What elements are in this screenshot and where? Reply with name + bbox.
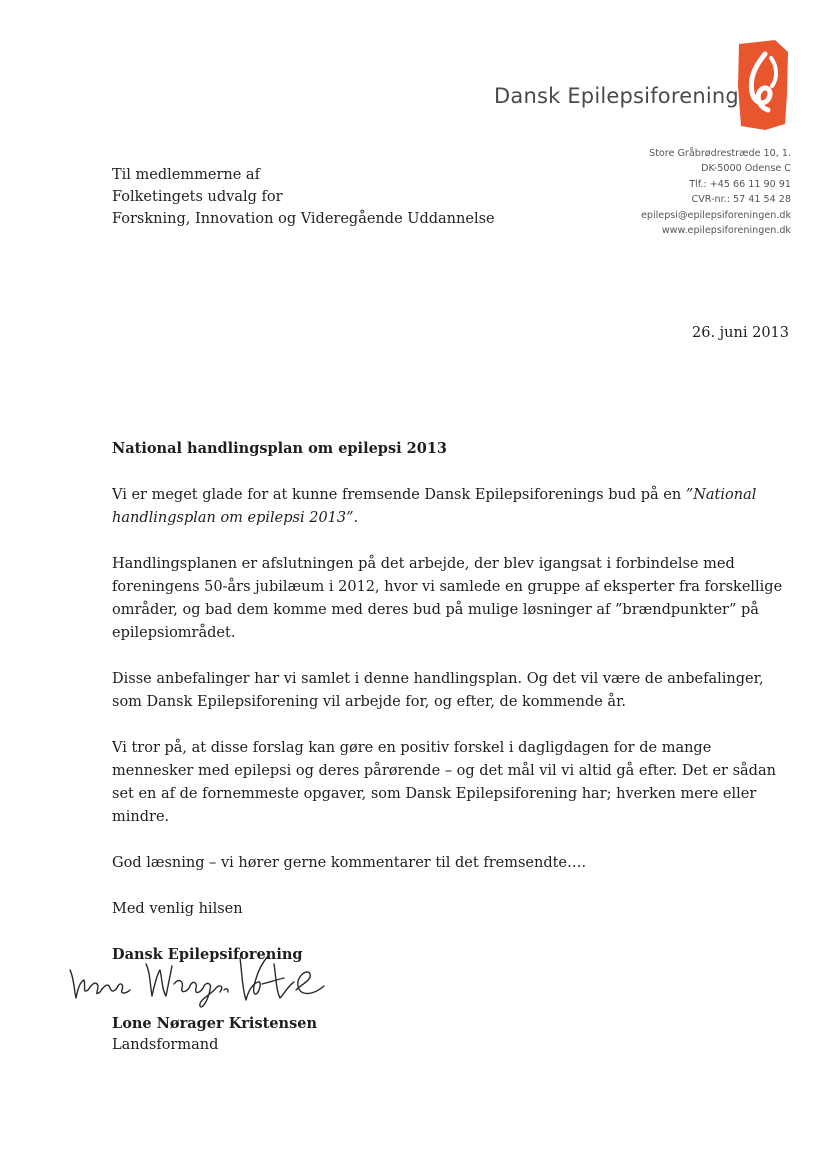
body-paragraph: Disse anbefalinger har vi samlet i denne handlingsplan. Og det vil være de anbefalinger, som Dansk Epilepsiforening vil arbejde for, og efter, de kommende år. — [112, 671, 764, 710]
sender-organization: Dansk Epilepsiforening — [112, 946, 303, 963]
recipient-line: Folketingets udvalg for — [112, 189, 283, 205]
organization-name: Dansk Epilepsiforening — [494, 84, 739, 108]
body-paragraph-lead: Vi er meget glade for at kunne fremsende Dansk Epilepsiforenings bud på en — [112, 487, 686, 503]
letter-subject: National handlingsplan om epilepsi 2013 — [112, 440, 448, 457]
body-paragraph: Vi tror på, at disse forslag kan gøre en positiv forskel i dagligdagen for de mange mennesker med epilepsi og deres pårørende – og det mål vil vi altid gå efter. Det er sådan set en af de fornemmeste opgaver, som Dansk Epilepsiforening har; hverken mere eller mindre. — [112, 740, 776, 825]
contact-website[interactable]: www.epilepsiforeningen.dk — [661, 225, 791, 237]
contact-cvr: CVR-nr.: 57 41 54 28 — [691, 194, 791, 206]
contact-phone: Tlf.: +45 66 11 90 91 — [689, 178, 791, 190]
recipient-line: Til medlemmerne af — [112, 167, 260, 183]
contact-email[interactable]: epilepsi@epilepsiforeningen.dk — [640, 209, 791, 221]
letter-body — [112, 484, 790, 989]
plan-title: ”National handlingsplan om epilepsi 2013”. — [112, 487, 757, 526]
body-paragraph: God læsning – vi hører gerne kommentarer til det fremsendte…. — [112, 855, 587, 871]
handwritten-signature — [62, 950, 332, 1018]
signer-title: Landsformand — [112, 1037, 219, 1053]
recipient-block — [112, 164, 495, 230]
body-paragraph: Handlingsplanen er afslutningen på det arbejde, der blev igangsat i forbindelse med foreningens 50-års jubilæum i 2012, hvor vi samlede en gruppe af eksperter fra forskellige områder, og bad dem komme med deres bud på mulige løsninger af ”brændpunkter” på epilepsiområdet. — [112, 556, 783, 641]
dansk-epilepsiforening-logo-icon — [735, 38, 791, 132]
contact-city: DK-5000 Odense C — [701, 163, 791, 175]
closing-salutation: Med venlig hilsen — [112, 901, 243, 917]
contact-block — [641, 146, 791, 238]
body-paragraph — [112, 484, 790, 530]
signer-name: Lone Nørager Kristensen — [112, 1015, 318, 1032]
contact-address: Store Gråbrødrestræde 10, 1. — [649, 148, 791, 159]
letter-date: 26. juni 2013 — [692, 325, 789, 341]
recipient-line: Forskning, Innovation og Videregående Uddannelse — [112, 211, 495, 227]
